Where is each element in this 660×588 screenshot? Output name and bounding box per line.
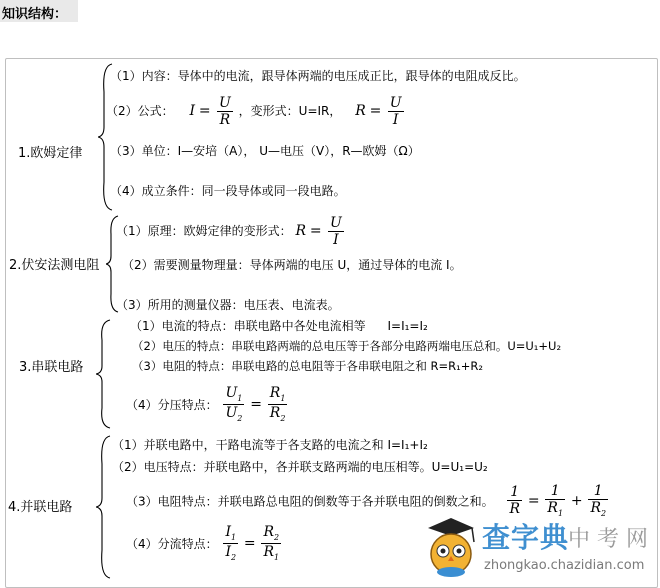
series-resistance: （3）电阻的特点：串联电路的总电阻等于各串联电阻之和 R=R₁+R₂ [132, 359, 483, 373]
ohm-formula-row: （2）公式： I = $\frac{U}{R}$ ，变形式：U=IR， R = $\frac{U}{I}$ [106, 95, 402, 128]
watermark-url: zhongkao.chazidian.com [484, 558, 645, 573]
ohm-formula-var: I [189, 103, 195, 119]
brace-section-4 [96, 434, 112, 580]
parallel-shunt-right-fraction: $\frac{R_2}{R_1}$ [263, 524, 280, 562]
series-divider-right-fraction: $\frac{R_1}{R_2}$ [269, 385, 286, 423]
section-3-title: 3.串联电路 [19, 360, 84, 375]
ohm-units: （3）单位：I—安培（A）， U—电压（V），R—欧姆（Ω） [110, 144, 420, 158]
ohm-formula-label: （2）公式： [106, 104, 174, 118]
ohm-variant-fraction: $\frac{U}{I}$ [389, 95, 402, 128]
parallel-r2-fraction: $\frac{1}{R_2}$ [590, 483, 607, 518]
section-4-title: 4.并联电路 [8, 500, 73, 515]
series-divider-row: （4）分压特点： $\frac{U_1}{U_2}$ = $\frac{R_1}{R_2}$ [126, 385, 286, 423]
ohm-variant-var: R [355, 103, 366, 119]
series-voltage: （2）电压的特点：串联电路两端的总电压等于各部分电路两端电压总和。U=U₁+U₂ [132, 339, 562, 353]
watermark-site: 中 考 网 [568, 527, 648, 552]
parallel-r1-fraction: $\frac{1}{R_1}$ [547, 483, 564, 518]
ohm-conditions: （4）成立条件：同一段导体或同一段电路。 [110, 184, 346, 198]
voltammetry-instruments: （3）所用的测量仪器：电压表、电流表。 [116, 298, 340, 312]
parallel-shunt-left-fraction: $\frac{I_1}{I_2}$ [225, 524, 237, 562]
series-divider-label: （4）分压特点： [126, 397, 218, 412]
ohm-content: （1）内容：导体中的电流，跟导体两端的电压成正比，跟导体的电阻成反比。 [110, 69, 526, 83]
page-title: 知识结构： [2, 7, 68, 22]
parallel-resistance-row: （3）电阻特点：并联电路总电阻的倒数等于各并联电阻的倒数之和。 $\frac{1}{R}$ = $\frac{1}{R_1}$ + $\frac{1}{R_2}$ [126, 483, 607, 518]
parallel-total-fraction: $\frac{1}{R}$ [509, 484, 521, 518]
parallel-current: （1）并联电路中，干路电流等于各支路的电流之和 I=I₁+I₂ [112, 438, 428, 452]
ohm-fraction: $\frac{U}{R}$ [219, 95, 231, 128]
parallel-shunt-row: （4）分流特点： $\frac{I_1}{I_2}$ = $\frac{R_2}{R_1}$ [126, 524, 280, 562]
ohm-variant-label: ，变形式：U=IR， [238, 104, 342, 118]
voltammetry-principle-var: R [295, 223, 307, 239]
brace-section-3 [96, 318, 112, 430]
series-current: （1）电流的特点：串联电路中各处电流相等 I=I₁=I₂ [130, 319, 428, 333]
watermark [422, 514, 654, 584]
section-2-title: 2.伏安法测电阻 [9, 258, 100, 273]
voltammetry-principle-row: （1）原理：欧姆定律的变形式： R = $\frac{U}{I}$ [116, 215, 342, 248]
voltammetry-fraction: $\frac{U}{I}$ [330, 215, 342, 248]
section-1-title: 1.欧姆定律 [18, 146, 83, 161]
voltammetry-principle-label: （1）原理：欧姆定律的变形式： [116, 224, 292, 238]
series-current-eq: I=I₁=I₂ [387, 319, 428, 333]
parallel-voltage: （2）电压特点：并联电路中，各并联支路两端的电压相等。U=U₁=U₂ [112, 460, 488, 474]
series-divider-left-fraction: $\frac{U_1}{U_2}$ [225, 385, 243, 423]
voltammetry-quantities: （2）需要测量物理量：导体两端的电压 U，通过导体的电流 I。 [122, 258, 462, 272]
watermark-brand: 查字典 [482, 521, 570, 554]
parallel-shunt-label: （4）分流特点： [126, 536, 218, 551]
owl-mascot-icon [422, 514, 480, 580]
parallel-resistance-text: （3）电阻特点：并联电路总电阻的倒数等于各并联电阻的倒数之和。 [126, 494, 494, 509]
